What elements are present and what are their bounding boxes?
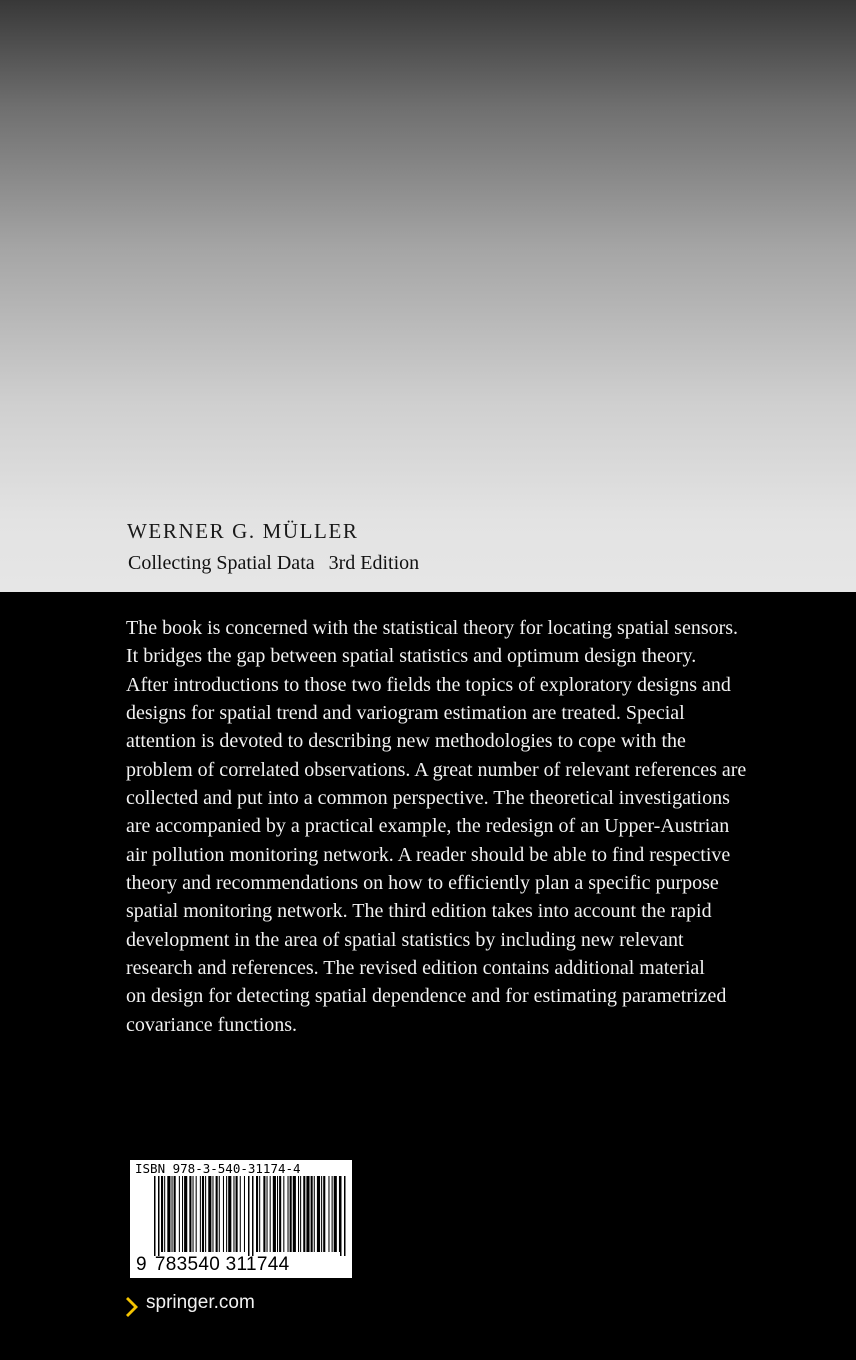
barcode-bar <box>223 1176 224 1252</box>
barcode-bar <box>303 1176 305 1252</box>
barcode-bar <box>167 1176 170 1252</box>
barcode-bar <box>311 1176 313 1252</box>
chevron-right-icon <box>126 1296 140 1318</box>
barcode-bar <box>164 1176 165 1252</box>
barcode-bar <box>259 1176 260 1252</box>
blurb-line: are accompanied by a practical example, the redesign of an Upper-Austrian <box>126 815 730 838</box>
barcode-bar <box>290 1176 292 1252</box>
barcode-bar <box>267 1176 268 1252</box>
author-name: WERNER G. MÜLLER <box>127 519 359 543</box>
title-line <box>128 552 419 575</box>
barcode-bar <box>334 1176 337 1252</box>
barcode-bar <box>293 1176 296 1252</box>
barcode-bar <box>263 1176 265 1252</box>
blurb-line: attention is devoted to describing new methodologies to cope with the <box>126 730 686 753</box>
barcode-bar <box>256 1176 258 1252</box>
barcode-digits <box>136 1254 289 1276</box>
barcode-bar <box>300 1176 301 1252</box>
isbn-label: ISBN 978-3-540-31174-4 <box>135 1161 301 1176</box>
barcode-bar <box>298 1176 299 1252</box>
barcode-bar <box>323 1176 325 1252</box>
barcode-bar <box>193 1176 194 1252</box>
blurb-line: on design for detecting spatial dependence and for estimating parametrized <box>126 985 727 1008</box>
barcode-bar <box>279 1176 281 1252</box>
barcode-bar <box>233 1176 234 1252</box>
barcode-bar <box>205 1176 206 1252</box>
blurb-line: It bridges the gap between spatial statistics and optimum design theory. <box>126 645 697 668</box>
barcode-bar <box>273 1176 276 1252</box>
barcode-bar <box>161 1176 163 1252</box>
barcode-bar <box>244 1176 245 1252</box>
book-title: Collecting Spatial Data <box>128 552 315 574</box>
blurb-line: air pollution monitoring network. A reader should be able to find respective <box>126 843 731 866</box>
barcode-first-digit: 9 <box>136 1254 147 1275</box>
blurb-line: After introductions to those two fields the topics of exploratory designs and <box>126 673 731 696</box>
blurb-line: research and references. The revised edition contains additional material <box>126 957 705 980</box>
barcode-bar <box>277 1176 278 1252</box>
barcode-bar <box>208 1176 211 1252</box>
barcode-bar <box>328 1176 329 1252</box>
barcode-bar <box>228 1176 231 1252</box>
blurb-line: spatial monitoring network. The third edition takes into account the rapid <box>126 900 712 923</box>
gradient-panel <box>0 0 856 592</box>
isbn-barcode <box>130 1160 352 1278</box>
barcode-bar <box>339 1176 341 1252</box>
barcode-bar <box>288 1176 289 1252</box>
barcode-number: 783540 311744 <box>154 1254 290 1275</box>
blurb-line: development in the area of spatial statistics by including new relevant <box>126 928 684 951</box>
barcode-guard-bar <box>248 1176 250 1256</box>
barcode-bar <box>321 1176 322 1252</box>
barcode-bar <box>202 1176 204 1252</box>
barcode-bar <box>196 1176 197 1252</box>
blurb-line: designs for spatial trend and variogram estimation are treated. Special <box>126 702 685 725</box>
barcode-bar <box>184 1176 187 1252</box>
publisher-url[interactable]: springer.com <box>146 1292 255 1313</box>
blurb-line: collected and put into a common perspective. The theoretical investigations <box>126 787 730 810</box>
barcode-bar <box>174 1176 176 1252</box>
barcode-bar <box>240 1176 241 1252</box>
blurb-line: theory and recommendations on how to efficiently plan a specific purpose <box>126 872 719 895</box>
barcode-bar <box>317 1176 320 1252</box>
barcode-bar <box>306 1176 309 1252</box>
barcode-bar <box>314 1176 315 1252</box>
barcode-bar <box>189 1176 191 1252</box>
barcode-bar <box>270 1176 271 1252</box>
barcode-bar <box>172 1176 173 1252</box>
barcode-guard-bar <box>158 1176 160 1256</box>
blurb-text <box>126 614 816 1039</box>
blurb-line: The book is concerned with the statistical theory for locating spatial sensors. <box>126 617 739 639</box>
barcode-bar <box>219 1176 220 1252</box>
barcode-guard-bar <box>252 1176 254 1256</box>
barcode-bar <box>212 1176 213 1252</box>
barcode-guard-bar <box>344 1176 346 1256</box>
barcode-bar <box>283 1176 284 1252</box>
barcode-bar <box>179 1176 180 1252</box>
barcode-bar <box>236 1176 238 1252</box>
edition-label: 3rd Edition <box>328 552 420 574</box>
barcode-bars <box>130 1176 352 1256</box>
blurb-line: covariance functions. <box>126 1013 298 1036</box>
barcode-bar <box>216 1176 218 1252</box>
barcode-bar <box>332 1176 333 1252</box>
barcode-bar <box>226 1176 227 1252</box>
barcode-bar <box>182 1176 183 1252</box>
barcode-bar <box>200 1176 201 1252</box>
blurb-line: problem of correlated observations. A great number of relevant references are <box>126 758 747 781</box>
barcode-guard-bar <box>154 1176 156 1256</box>
